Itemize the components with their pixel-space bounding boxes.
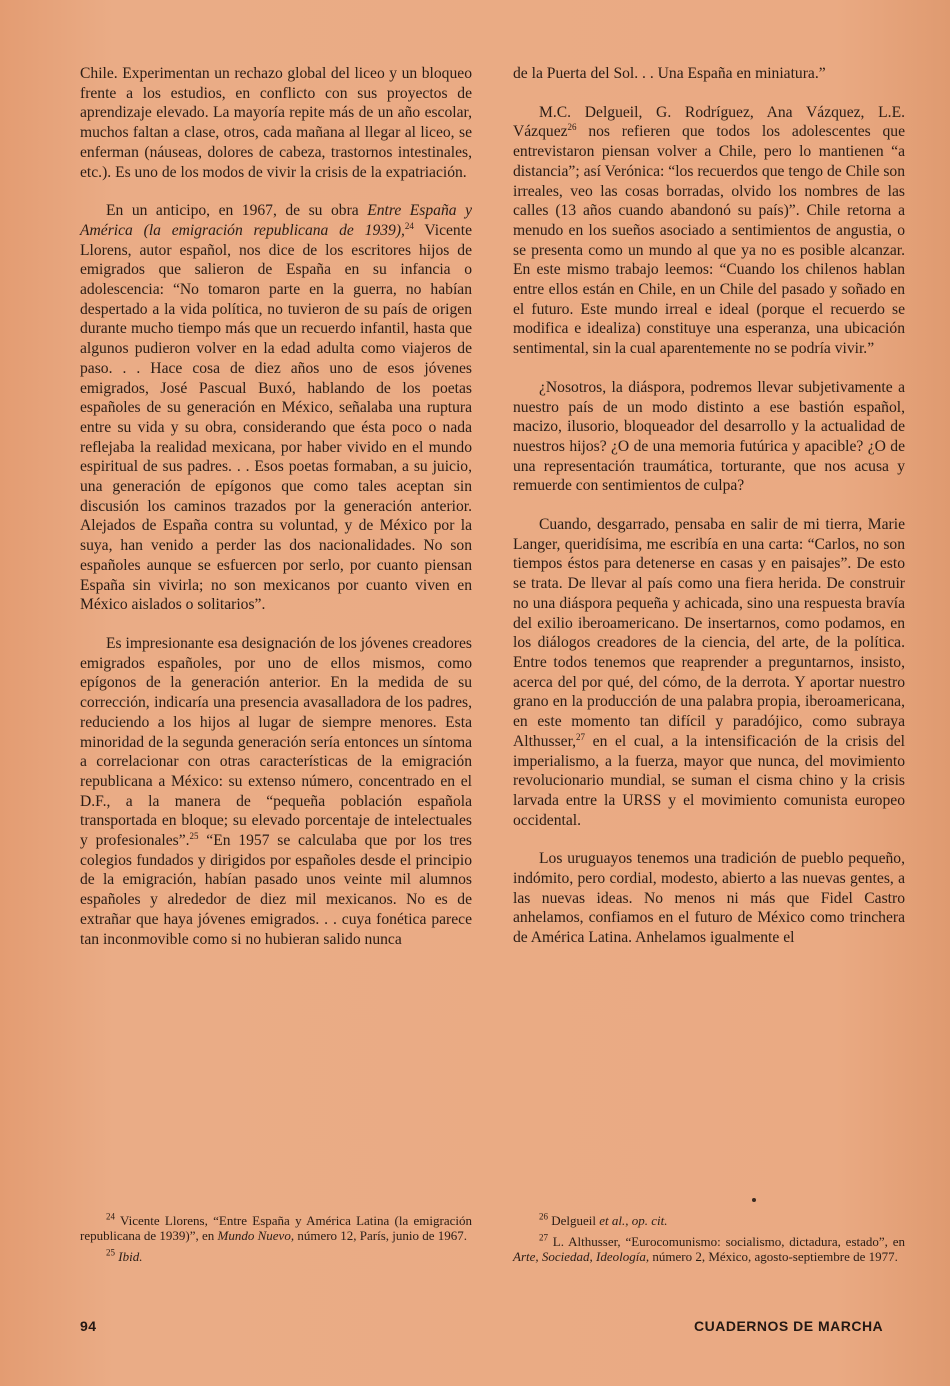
paragraph: En un anticipo, en 1967, de su obra Entre España y América (la emigración republicana de 1939),$^{24}$ Vicente Llorens, autor español, nos dice de los escritores hijos de emigrados que salieron de España en su infancia o adolescencia: “No tomaron parte en la guerra, no habían despertado a la vida política, no tuvieron de su país de origen durante mucho tiempo más que un recuerdo infantil, hasta que algunos pudieron volver en la edad adulta como viajeros de paso. . . Hace cosa de diez años uno de esos jóvenes emigrados, José Pascual Buxó, hablando de los poetas españoles de su generación en México, señalaba una ruptura entre su vida y su obra, considerando que ésta poco o nada reflejaba la realidad mexicana, por haber vivido en el mundo espiritual de sus padres. . . Esos poetas formaban, a su juicio, una generación de epígonos que como tales aceptan sin discusión los caminos trazados por la generación anterior. Alejados de España contra su voluntad, y de México por la suya, han venido a perder las dos nacionalidades. No son españoles aunque se esfuercen por serlo, por cuanto piensan España sin vivirla; no son mexicanos por cuanto viven en México aislados o solitarios”. (80, 202, 472, 614)
left-column (80, 64, 472, 949)
paragraph: Es impresionante esa designación de los jóvenes creadores emigrados españoles, por uno de ellos mismos, como epígonos de la generación anterior. En la medida de su corrección, indicaría una presencia avasalladora de los padres, reduciendo a los hijos al lugar de siempre menores. Esta minoridad de la segunda generación sería entonces un síntoma a correlacionar con otras características de la emigración republicana a México: su extenso número, concentrado en el D.F., a la manera de “pequeña población española transportada en bloque; su elevado porcentaje de intelectuales y profesionales”.$^{25}$ “En 1957 se calculaba que por los tres colegios fundados y dirigidos por españoles desde el principio de la emigración, habían pasado unos veinte mil alumnos españoles y alrededor de diez mil mexicanos. No es de extrañar que haya jóvenes emigrados. . . cuya fonética parece tan inconmovible como si no hubieran salido nunca (80, 634, 472, 948)
footnotes-left (80, 1213, 472, 1264)
publication-title: CUADERNOS DE MARCHA (694, 1318, 884, 1334)
footnote-27: $^{27}$ L. Althusser, “Eurocomunismo: socialismo, dictadura, estado”, en Arte, Sociedad, Ideología, número 2, México, agosto-septiembre de 1977. (513, 1232, 905, 1264)
footnote-24: $^{24}$ Vicente Llorens, “Entre España y América Latina (la emigración republicana de 1939)”, en Mundo Nuevo, número 12, París, junio de 1967. (80, 1211, 472, 1243)
paragraph: de la Puerta del Sol. . . Una España en miniatura.” (513, 65, 826, 82)
footnote-25: $^{25}$ Ibid. (106, 1247, 143, 1264)
right-column (513, 64, 905, 948)
paragraph: Chile. Experimentan un rechazo global del liceo y un bloqueo frente a los estudios, en conflicto con sus proyectos de aprendizaje elevado. La mayoría repite más de un año escolar, muchos faltan a clase, otros, cada mañana al llegar al liceo, se enferman (náuseas, dolores de cabeza, trastornos intestinales, etc.). Es uno de los modos de vivir la crisis de la expatriación. (80, 65, 472, 181)
print-speck (752, 1198, 756, 1202)
paragraph: Los uruguayos tenemos una tradición de pueblo pequeño, indómito, pero cordial, modesto, abierto a las nuevas gentes, a las nuevas ideas. No menos ni más que Fidel Castro anhelamos, confiamos en el futuro de México como trinchera de América Latina. Anhelamos igualmente el (513, 850, 905, 947)
page-number: 94 (80, 1318, 97, 1334)
paragraph: Cuando, desgarrado, pensaba en salir de mi tierra, Marie Langer, queridísima, me escribía en una carta: “Carlos, no son tiempos éstos para detenerse en casas y en paisajes”. De esto se trata. De llevar al país como una fiera herida. De construir no una diáspora pequeña y achicada, sino una respuesta bravía del exilio iberoamericano. De insertarnos, como podamos, en los diálogos creadores de la ciencia, del arte, de la política. Entre todos tenemos que reaprender a preguntarnos, insisto, acerca del por qué, del cómo, de la derrota. Y aportar nuestro grano en la producción de una palabra propia, iberoamericana, en este momento tan difícil y paradójico, como subraya Althusser,$^{27}$ en el cual, a la intensificación de la crisis del imperialismo, a la fuerza, mayor que nunca, del movimiento revolucionario mundial, se suman el cisma chino y la crisis larvada entre la URSS y el movimiento comunista europeo occidental. (513, 516, 905, 829)
footnotes-right (513, 1213, 905, 1264)
footnote-26: $^{26}$ Delgueil et al., op. cit. (539, 1211, 668, 1228)
paragraph: M.C. Delgueil, G. Rodríguez, Ana Vázquez, L.E. Vázquez$^{26}$ nos refieren que todos los adolescentes que entrevistaron piensan volver a Chile, pero lo mantienen “a distancia”; así Verónica: “los recuerdos que tengo de Chile son irreales, veo las cosas borradas, olvido los nombres de las calles (13 años cuando abandonó su país)”. Chile retorna a menudo en los sueños asociado a sentimientos de angustia, o se presenta como un mundo al que ya no es posible alcanzar. En este mismo trabajo leemos: “Cuando los chilenos hablan entre ellos están en Chile, en un Chile del pasado y soñado en el futuro. Este mundo irreal e ideal (porque el recuerdo se modifica e idealiza) constituye una esperanza, una ubicación sentimental, sin la cual aparentemente no se podría vivir.” (513, 103, 905, 358)
paragraph: ¿Nosotros, la diáspora, podremos llevar subjetivamente a nuestro país de un modo distinto a ese bastión español, macizo, ilusorio, bloqueador del desarrollo y la actualidad de nuestros hijos? ¿O de una memoria futúrica y apacible? ¿O de una representación traumática, torturante, que nos acusa y remuerde con sentimientos de culpa? (513, 378, 905, 495)
